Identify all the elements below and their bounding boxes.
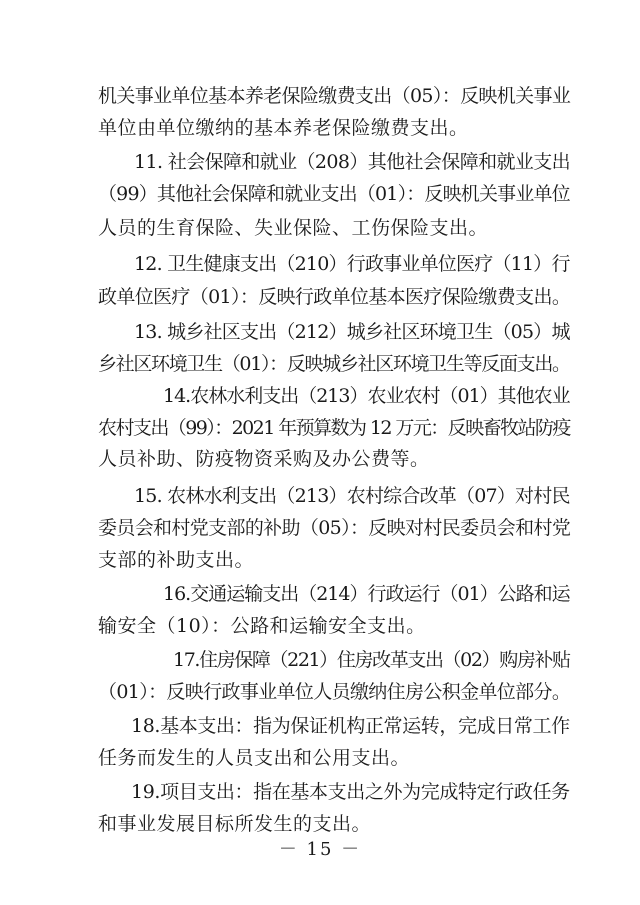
paragraph-line: 17.住房保障（221）住房改革支出（02）购房补贴 [173, 649, 570, 671]
paragraph-line: 11. 社会保障和就业（208）其他社会保障和就业支出 [134, 151, 571, 173]
paragraph-line: 人员补助、防疫物资采购及办公费等。 [98, 448, 430, 470]
paragraph-line: 委员会和村党支部的补助（05）：反映对村民委员会和村党 [98, 517, 571, 539]
paragraph-line: （01）：反映行政事业单位人员缴纳住房公积金单位部分。 [98, 681, 571, 703]
paragraph-line: 输安全（10）：公路和运输安全支出。 [98, 615, 426, 637]
paragraph-line: 单位由单位缴纳的基本养老保险缴费支出。 [98, 117, 469, 139]
paragraph-line: 14.农林水利支出（213）农业农村（01）其他农业 [163, 385, 570, 407]
paragraph-line: （99）其他社会保障和就业支出（01）：反映机关事业单位 [98, 183, 570, 205]
paragraph-line: 和事业发展目标所发生的支出。 [98, 813, 372, 835]
paragraph-line: 乡社区环境卫生（01）：反映城乡社区环境卫生等反面支出。 [98, 353, 570, 375]
paragraph-line: 18.基本支出：指为保证机构正常运转，完成日常工作 [131, 715, 570, 737]
paragraph-line: 12. 卫生健康支出（210）行政事业单位医疗（11）行 [134, 253, 570, 275]
paragraph-line: 13. 城乡社区支出（212）城乡社区环境卫生（05）城 [134, 321, 570, 343]
paragraph-line: 支部的补助支出。 [98, 549, 255, 571]
paragraph-line: 人员的生育保险、失业保险、工伤保险支出。 [98, 217, 489, 239]
paragraph-line: 15. 农林水利支出（213）农村综合改革（07）对村民 [134, 485, 570, 507]
paragraph-line: 16.交通运输支出（214）行政运行（01）公路和运 [163, 583, 570, 605]
paragraph-line: 政单位医疗（01）：反映行政单位基本医疗保险缴费支出。 [98, 286, 571, 308]
page-number: － 15 － [278, 839, 362, 860]
paragraph-line: 任务而发生的人员支出和公用支出。 [98, 747, 411, 769]
paragraph-line: 19.项目支出：指在基本支出之外为完成特定行政任务 [131, 781, 570, 803]
paragraph-line: 农村支出（99）：2021 年预算数为 12 万元：反映畜牧站防疫 [98, 417, 570, 439]
paragraph-line: 机关事业单位基本养老保险缴费支出（05）：反映机关事业 [98, 85, 571, 107]
